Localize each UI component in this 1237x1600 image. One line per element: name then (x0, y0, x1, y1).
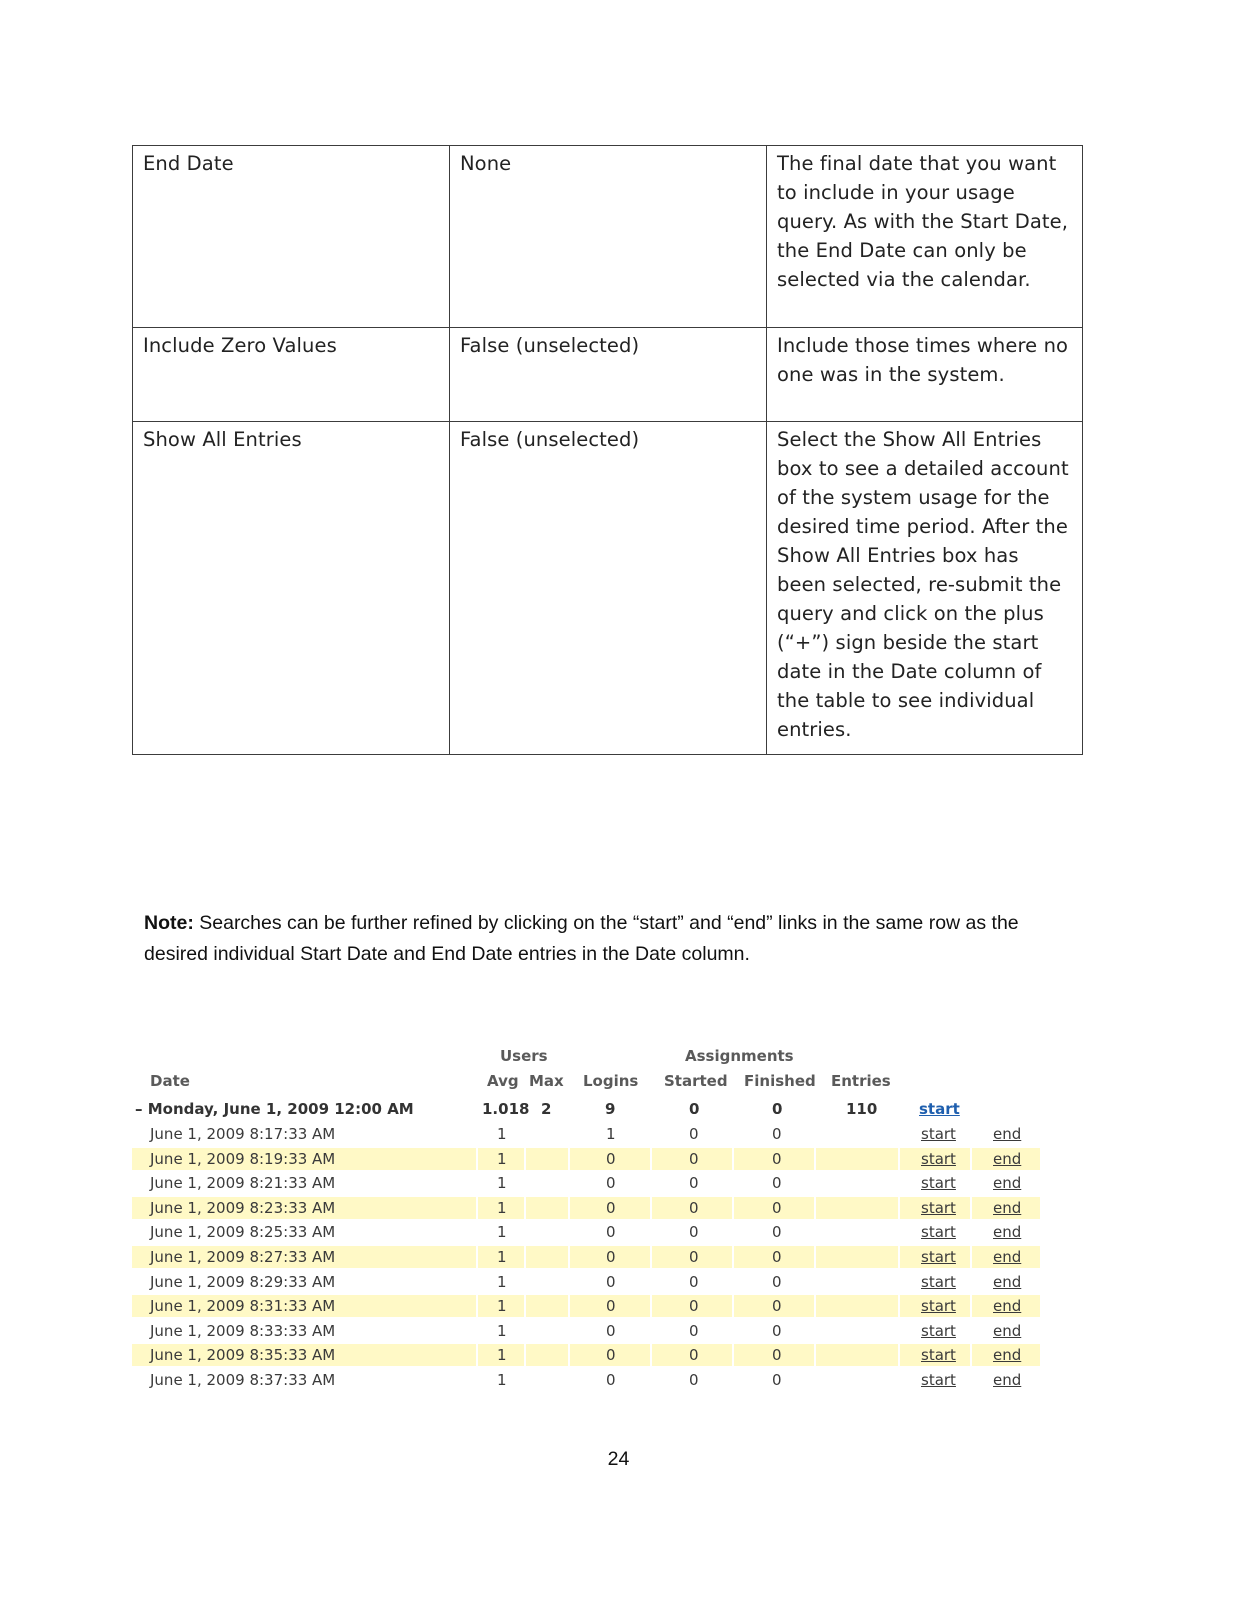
summary-started: 0 (689, 1100, 700, 1118)
entry-start-link[interactable]: start (921, 1272, 956, 1291)
entry-logins: 0 (606, 1149, 616, 1168)
entry-started: 0 (689, 1223, 699, 1242)
entry-started: 0 (689, 1346, 699, 1365)
page-number: 24 (607, 1448, 630, 1470)
entry-logins: 0 (606, 1174, 616, 1193)
entry-date: June 1, 2009 8:33:33 AM (150, 1321, 336, 1340)
table-row (132, 1271, 1044, 1295)
description-cell: Include those times where no one was in the system. (767, 328, 1083, 422)
entry-finished: 0 (772, 1125, 782, 1143)
entry-logins: 0 (606, 1297, 616, 1316)
entry-end-link[interactable]: end (993, 1198, 1022, 1217)
entry-logins: 0 (606, 1272, 616, 1291)
users-group-header: Users (500, 1047, 548, 1065)
table-row (132, 1344, 1044, 1368)
row-cell-background (816, 1148, 898, 1170)
assignments-group-header: Assignments (685, 1047, 794, 1065)
row-cell-background (526, 1148, 568, 1170)
field-name-cell: Include Zero Values (133, 328, 450, 422)
table-row (132, 1320, 1044, 1344)
entry-started: 0 (689, 1149, 699, 1168)
row-cell-background (816, 1123, 898, 1145)
summary-start-link[interactable]: start (919, 1100, 960, 1118)
entry-finished: 0 (772, 1297, 782, 1316)
entry-started: 0 (689, 1248, 699, 1266)
table-row (132, 1221, 1044, 1245)
entry-start-link[interactable]: start (921, 1321, 956, 1340)
expand-date-toggle[interactable]: – Monday, June 1, 2009 12:00 AM (135, 1100, 414, 1118)
summary-entries: 110 (846, 1100, 878, 1118)
entry-date: June 1, 2009 8:23:33 AM (150, 1198, 336, 1217)
row-cell-background (816, 1197, 898, 1219)
entry-started: 0 (689, 1272, 699, 1291)
row-cell-background (526, 1246, 568, 1268)
entry-started: 0 (689, 1198, 699, 1217)
summary-avg: 1.018 (482, 1100, 530, 1118)
entry-logins: 0 (606, 1248, 616, 1266)
entry-start-link[interactable]: start (921, 1149, 956, 1168)
entry-avg: 1 (497, 1346, 507, 1365)
entry-started: 0 (689, 1371, 699, 1389)
entry-avg: 1 (497, 1149, 507, 1168)
entry-logins: 1 (606, 1125, 616, 1143)
entry-avg: 1 (497, 1321, 507, 1340)
row-cell-background (526, 1123, 568, 1145)
description-cell: The final date that you want to include in your usage query. As with the Start Date, the End Date can only be selected via the calendar. (767, 146, 1083, 328)
table-row (133, 146, 1083, 328)
entry-avg: 1 (497, 1125, 507, 1143)
table-row (133, 422, 1083, 755)
row-cell-background (526, 1369, 568, 1391)
entry-avg: 1 (497, 1248, 507, 1266)
entry-finished: 0 (772, 1371, 782, 1389)
entry-date: June 1, 2009 8:37:33 AM (150, 1371, 336, 1389)
max-column-header: Max (529, 1072, 564, 1090)
entry-end-link[interactable]: end (993, 1321, 1022, 1340)
table-row (132, 1148, 1044, 1172)
finished-column-header: Finished (744, 1072, 816, 1090)
entry-start-link[interactable]: start (921, 1174, 956, 1193)
entry-start-link[interactable]: start (921, 1346, 956, 1365)
summary-max: 2 (541, 1100, 552, 1118)
note-label: Note: (144, 911, 194, 934)
entry-avg: 1 (497, 1297, 507, 1316)
entry-avg: 1 (497, 1223, 507, 1242)
entry-end-link[interactable]: end (993, 1174, 1022, 1193)
entry-date: June 1, 2009 8:35:33 AM (150, 1346, 336, 1365)
row-cell-background (816, 1344, 898, 1366)
entry-logins: 0 (606, 1321, 616, 1340)
note-text: Searches can be further refined by clicking on the “start” and “end” links in the same row as the desired individual Start Date and End Date entries in the Date column. (144, 911, 1019, 965)
row-cell-background (526, 1172, 568, 1194)
summary-finished: 0 (772, 1100, 783, 1118)
table-row (132, 1246, 1044, 1270)
entry-started: 0 (689, 1321, 699, 1340)
entry-logins: 0 (606, 1346, 616, 1365)
row-cell-background (816, 1172, 898, 1194)
entry-date: June 1, 2009 8:27:33 AM (150, 1248, 336, 1266)
entry-started: 0 (689, 1297, 699, 1316)
entry-date: June 1, 2009 8:17:33 AM (150, 1125, 336, 1143)
row-cell-background (526, 1197, 568, 1219)
entry-end-link[interactable]: end (993, 1223, 1022, 1242)
entry-date: June 1, 2009 8:19:33 AM (150, 1149, 336, 1168)
options-table (132, 145, 1083, 755)
table-row (132, 1172, 1044, 1196)
entry-avg: 1 (497, 1198, 507, 1217)
entry-end-link[interactable]: end (993, 1149, 1022, 1168)
table-row (132, 1369, 1044, 1393)
entry-started: 0 (689, 1174, 699, 1193)
logins-column-header: Logins (583, 1072, 639, 1090)
table-row (133, 328, 1083, 422)
default-value-cell: False (unselected) (450, 422, 767, 755)
date-column-header: Date (150, 1072, 190, 1090)
row-cell-background (816, 1295, 898, 1317)
description-cell: Select the Show All Entries box to see a detailed account of the system usage for the desired time period. After the Show All Entries box has been selected, re-submit the query and click on the plus (“+”) sign beside the start date in the Date column of the table to see individual entries. (767, 422, 1083, 755)
row-cell-background (526, 1271, 568, 1293)
entry-start-link[interactable]: start (921, 1125, 956, 1143)
field-name-cell: End Date (133, 146, 450, 328)
entry-logins: 0 (606, 1371, 616, 1389)
summary-logins: 9 (605, 1100, 616, 1118)
entry-finished: 0 (772, 1346, 782, 1365)
entry-finished: 0 (772, 1321, 782, 1340)
entry-start-link[interactable]: start (921, 1223, 956, 1242)
row-cell-background (816, 1369, 898, 1391)
entry-start-link[interactable]: start (921, 1198, 956, 1217)
entry-end-link[interactable]: end (993, 1346, 1022, 1365)
entry-start-link[interactable]: start (921, 1297, 956, 1316)
row-cell-background (816, 1221, 898, 1243)
entry-avg: 1 (497, 1174, 507, 1193)
entry-finished: 0 (772, 1149, 782, 1168)
row-cell-background (526, 1221, 568, 1243)
table-row (132, 1197, 1044, 1221)
summary-row (132, 1098, 1044, 1123)
table-row (132, 1295, 1044, 1319)
field-name-cell: Show All Entries (133, 422, 450, 755)
entry-date: June 1, 2009 8:29:33 AM (150, 1272, 336, 1291)
entry-end-link[interactable]: end (993, 1125, 1022, 1143)
entries-column-header: Entries (831, 1072, 891, 1090)
entry-start-link[interactable]: start (921, 1248, 956, 1266)
entry-avg: 1 (497, 1272, 507, 1291)
entry-avg: 1 (497, 1371, 507, 1389)
entry-date: June 1, 2009 8:31:33 AM (150, 1297, 336, 1316)
table-row (132, 1123, 1044, 1147)
entry-date: June 1, 2009 8:21:33 AM (150, 1174, 336, 1193)
started-column-header: Started (664, 1072, 728, 1090)
entry-end-link[interactable]: end (993, 1371, 1022, 1389)
row-cell-background (526, 1320, 568, 1342)
entry-finished: 0 (772, 1198, 782, 1217)
row-cell-background (526, 1295, 568, 1317)
entry-finished: 0 (772, 1174, 782, 1193)
row-cell-background (816, 1246, 898, 1268)
entry-finished: 0 (772, 1272, 782, 1291)
entry-logins: 0 (606, 1198, 616, 1217)
row-cell-background (816, 1320, 898, 1342)
default-value-cell: None (450, 146, 767, 328)
entry-start-link[interactable]: start (921, 1371, 956, 1389)
entry-date: June 1, 2009 8:25:33 AM (150, 1223, 336, 1242)
entry-end-link[interactable]: end (993, 1248, 1022, 1266)
default-value-cell: False (unselected) (450, 328, 767, 422)
row-cell-background (526, 1344, 568, 1366)
entry-end-link[interactable]: end (993, 1297, 1022, 1316)
row-cell-background (816, 1271, 898, 1293)
entry-finished: 0 (772, 1248, 782, 1266)
avg-column-header: Avg (487, 1072, 519, 1090)
note-paragraph (144, 908, 1084, 970)
entry-started: 0 (689, 1125, 699, 1143)
usage-report-screenshot (132, 1043, 1044, 1401)
entry-finished: 0 (772, 1223, 782, 1242)
entry-logins: 0 (606, 1223, 616, 1242)
entry-end-link[interactable]: end (993, 1272, 1022, 1291)
